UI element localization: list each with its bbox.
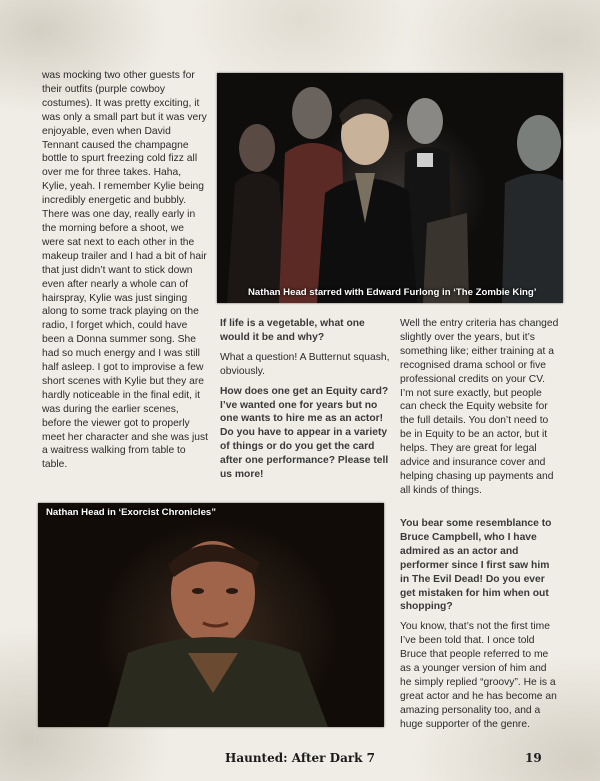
left-column-text bbox=[42, 69, 208, 478]
page-number: 19 bbox=[525, 751, 542, 765]
exorcist-chronicles-photo bbox=[38, 503, 384, 727]
middle-column-text bbox=[220, 317, 390, 488]
right-column-text bbox=[400, 317, 560, 504]
actor-portrait-illustration bbox=[38, 503, 384, 727]
bottom-photo-caption: Nathan Head in ‘Exorcist Chronicles” bbox=[46, 507, 217, 518]
answer-vegetable: What a question! A Butternut squash, obviously. bbox=[220, 351, 390, 377]
article-paragraph: was mocking two other guests for their outfits (purple cowboy costumes). It was pretty exciting, it was only a small part but it was very enjoyable, even when David Tennant caused the champagne bottle to spurt freezing cold fizz all over me for three takes. Haha, Kylie, yeah. I remember Kylie being incredibly energetic and bubbly. There was one day, really early in the morning before a shoot, we were sat next to each other in the makeup trailer and I had a bit of hair that just didn’t want to stick down even after nearly a whole can of hairspray, Kylie was just singing along to some track playing on the radio, I forget which, could have been a Donna summer song. She had so much energy and I was still half asleep. I got to improvise a few short scenes with Kylie but they are hardly noticeable in the final edit, it was during the earlier scenes, before the viewer got to properly meet her character and she was just a waitress walking from table to table. bbox=[42, 70, 208, 471]
answer-bruce-campbell: You know, that’s not the first time I’ve been told that. I once told Bruce that people referred to me as a younger version of him and he simply replied “groovy”. He is a great actor and he has become an amazing personality too, and a huge supporter of the genre. bbox=[400, 621, 557, 730]
zombie-group-illustration bbox=[217, 73, 563, 303]
question-bruce-campbell: You bear some resemblance to Bruce Campbell, who I have admired as an actor and performer since I first saw him in The Evil Dead! Do you ever get mistaken for him when out shopping? bbox=[400, 518, 552, 613]
question-equity: How does one get an Equity card? I’ve wanted one for years but no one wants to hire me as an actor! Do you have to appear in a variety of things or do you get the card after one performance? Please tell us more! bbox=[220, 385, 389, 481]
right-column-text-lower bbox=[400, 517, 560, 738]
question-vegetable: If life is a vegetable, what one would it be and why? bbox=[220, 318, 365, 343]
magazine-title: Haunted: After Dark 7 bbox=[224, 751, 376, 765]
answer-equity: Well the entry criteria has changed slightly over the years, but it’s something like; either training at a recognised drama school or five professional credits on your CV. I’m not sure exactly, but people can check the Equity website for the full details. You don’t need to be in Equity to be an actor, but it helps. They are great for legal advice and insurance cover and helping chasing up payments and all kinds of things. bbox=[400, 318, 559, 496]
zombie-king-photo bbox=[217, 73, 563, 303]
top-photo-caption: Nathan Head starred with Edward Furlong in ‘The Zombie King’ bbox=[248, 287, 537, 298]
